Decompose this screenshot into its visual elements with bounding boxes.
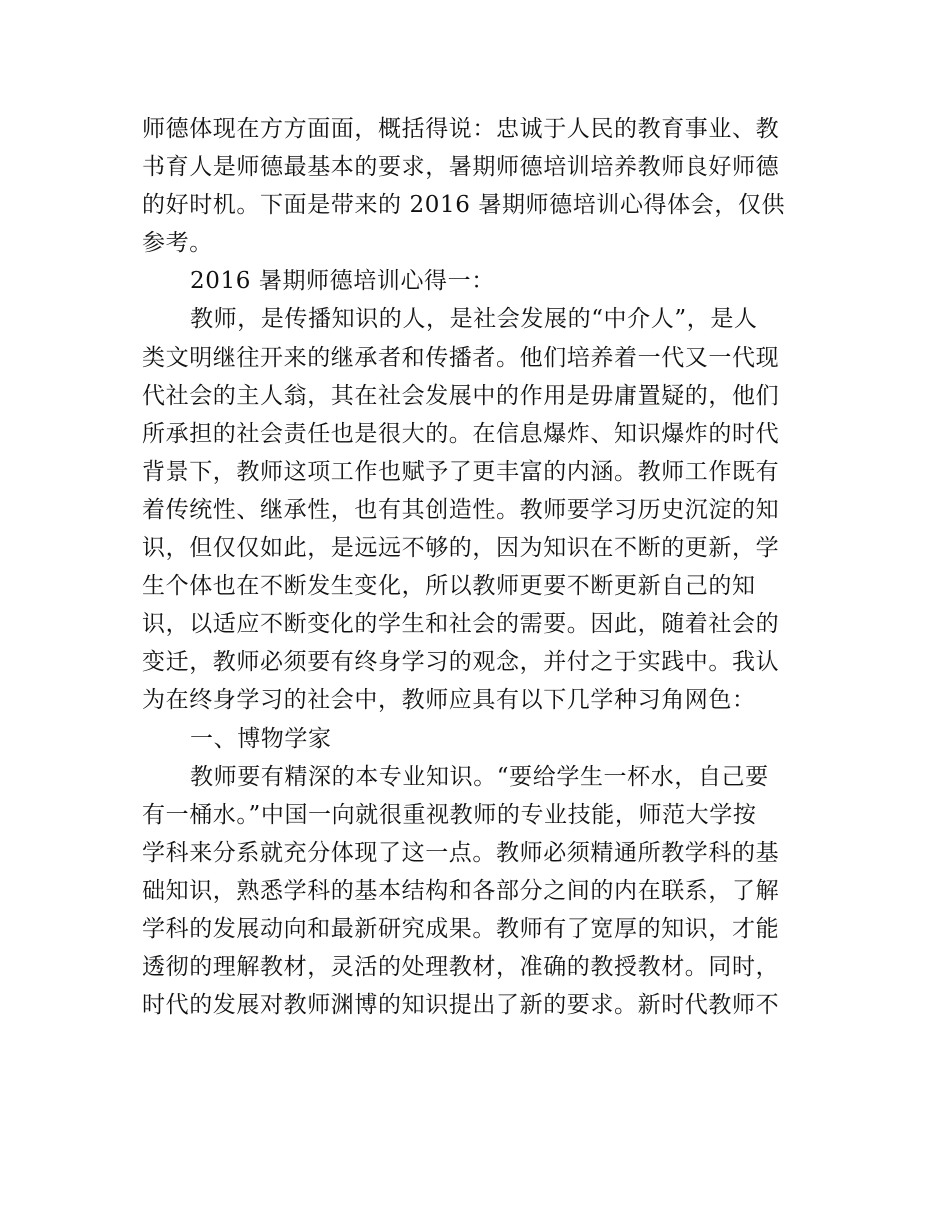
paragraph-start: 教师，是传播知识的人，是社会发展的“中介人”，是人 xyxy=(190,306,758,333)
text-line: 着传统性、继承性，也有其创造性。教师要学习历史沉淀的知 xyxy=(142,496,780,523)
text-line: 为在终身学习的社会中，教师应具有以下几学种习角网色： xyxy=(142,687,756,714)
text-line: 时代的发展对教师渊博的知识提出了新的要求。新时代教师不 xyxy=(142,992,780,1019)
text-line: 书育人是师德最基本的要求，暑期师德培训培养教师良好师德 xyxy=(142,154,780,181)
text-line: 所承担的社会责任也是很大的。在信息爆炸、知识爆炸的时代 xyxy=(142,420,780,447)
text-line: 学科的发展动向和最新研究成果。教师有了宽厚的知识，才能 xyxy=(142,915,780,942)
text-line: 参考。 xyxy=(142,230,213,257)
text-line: 识，但仅仅如此，是远远不够的，因为知识在不断的更新，学 xyxy=(142,535,780,562)
section-heading: 2016 暑期师德培训心得一： xyxy=(190,268,495,295)
text-line: 师德体现在方方面面，概括得说：忠诚于人民的教育事业、教 xyxy=(142,116,780,142)
text-line: 透彻的理解教材，灵活的处理教材，准确的教授教材。同时， xyxy=(142,954,780,981)
text-line: 背景下，教师这项工作也赋予了更丰富的内涵。教师工作既有 xyxy=(142,458,780,485)
text-line: 生个体也在不断发生变化，所以教师更要不断更新自己的知 xyxy=(142,573,756,600)
document-body xyxy=(142,110,814,1024)
text-line: 代社会的主人翁，其在社会发展中的作用是毋庸置疑的，他们 xyxy=(142,382,780,409)
text-line: 学科来分系就充分体现了这一点。教师必须精通所教学科的基 xyxy=(142,839,780,866)
paragraph-start: 教师要有精深的本专业知识。“要给学生一杯水，自己要 xyxy=(190,763,769,790)
text-line: 变迁，教师必须要有终身学习的观念，并付之于实践中。我认 xyxy=(142,649,780,676)
text-line: 的好时机。下面是带来的 2016 暑期师德培训心得体会，仅供 xyxy=(142,192,786,219)
text-line: 识，以适应不断变化的学生和社会的需要。因此，随着社会的 xyxy=(142,611,780,638)
subsection-heading: 一、博物学家 xyxy=(190,725,332,752)
text-line: 类文明继往开来的继承者和传播者。他们培养着一代又一代现 xyxy=(142,344,780,371)
text-line: 础知识，熟悉学科的基本结构和各部分之间的内在联系，了解 xyxy=(142,877,780,904)
text-line: 有一桶水。”中国一向就很重视教师的专业技能，师范大学按 xyxy=(142,801,757,828)
